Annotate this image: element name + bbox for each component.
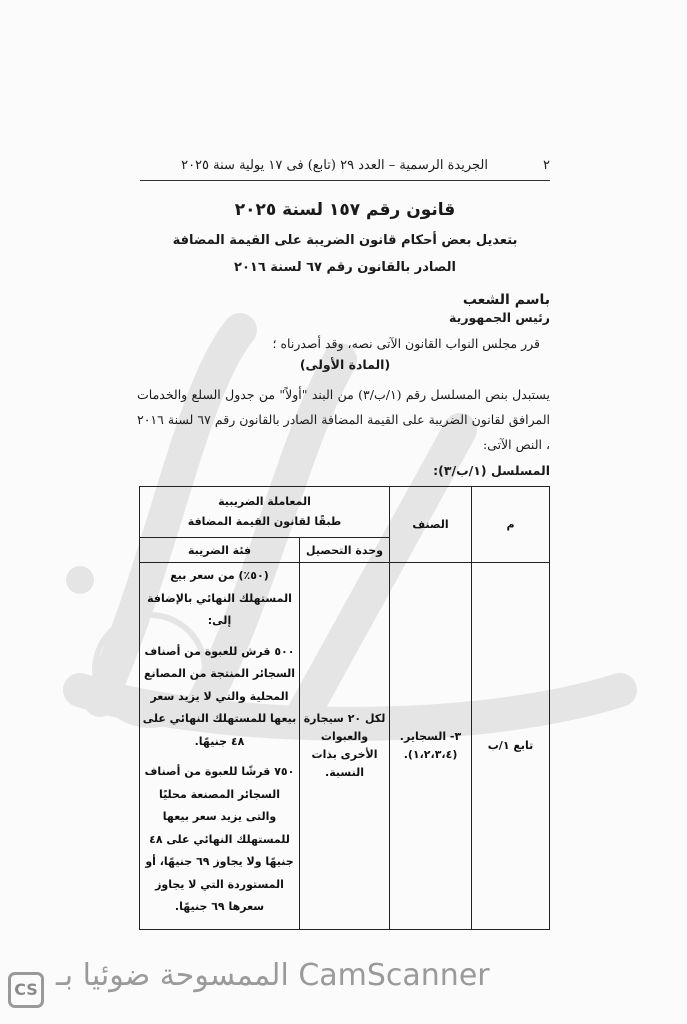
header-treatment (140, 487, 390, 538)
camscanner-logo-icon: CS (8, 972, 44, 1008)
page-header (140, 158, 550, 181)
header-tax-rate: فئة الضريبة (140, 538, 300, 563)
cell-category: ٣- السجاير. (١،٢،٣،٤). (390, 563, 472, 930)
rate-paragraph-1: (٥٠٪) من سعر بيع المستهلك النهائي بالإضافة إلى: (147, 569, 292, 627)
law-subtitle-2: الصادر بالقانون رقم ٦٧ لسنة ٢٠١٦ (234, 260, 456, 275)
president-heading: رئيس الجمهورية (449, 310, 550, 325)
header-category: الصنف (390, 487, 472, 563)
in-name-of-people: باسم الشعب (462, 292, 550, 308)
header-m: م (472, 487, 550, 563)
decree-text: قرر مجلس النواب القانون الآتى نصه، وقد أصدرناه ؛ (272, 336, 540, 351)
page-number: ٢ (543, 158, 550, 173)
cell-collection-unit: لكل ٢٠ سيجارة والعبوات الأخرى بذات النسبة. (300, 563, 390, 930)
article-body: يستبدل بنص المسلسل رقم (١/ب/٣) من البند "أولاً" من جدول السلع والخدمات المرافق لقانون الضريبة على القيمة المضافة الصادر بالقانون رقم ٦٧ لسنة ٢٠١٦ ، النص الآتى: (137, 387, 550, 452)
law-title: قانون رقم ١٥٧ لسنة ٢٠٢٥ (234, 200, 456, 220)
law-subtitle-1: بتعديل بعض أحكام قانون الضريبة على القيمة المضافة (172, 233, 518, 248)
rate-paragraph-2: ٥٠٠ قرش للعبوة من أصناف السجائر المنتجة من المصانع المحلية والتي لا يزيد سعر بيعها للمستهلك النهائي على ٤٨ جنيهًا. (142, 644, 297, 748)
header-collection-unit: وحدة التحصيل (300, 538, 390, 563)
serial-heading: المسلسل (١/ب/٣): (433, 463, 550, 478)
camscanner-text: الممسوحة ضوئيا بـ CamScanner (56, 958, 490, 993)
header-treatment-line-1: المعاملة الضريبية (218, 495, 311, 508)
tax-table (139, 486, 550, 930)
header-text: الجريدة الرسمية – العدد ٢٩ (تابع) فى ١٧ يولية سنة ٢٠٢٥ (181, 158, 488, 173)
table-header-row (140, 487, 550, 538)
rate-paragraph-3: ٧٥٠ قرشًا للعبوة من أصناف السجائر المصنعة محليًا والتى يزيد سعر بيعها للمستهلك النهائي على ٤٨ جنيهًا ولا يجاوز ٦٩ جنيهًا، أو المستوردة التي لا يجاوز سعرها ٦٩ جنيهًا. (144, 765, 295, 913)
article-1-heading: (المادة الأولى) (299, 357, 391, 372)
cell-m: تابع ١/ب (472, 563, 550, 930)
table-row (140, 563, 550, 930)
header-treatment-line-2: طبقًا لقانون القيمة المضافة (187, 515, 342, 528)
cell-tax-rate (140, 563, 300, 930)
